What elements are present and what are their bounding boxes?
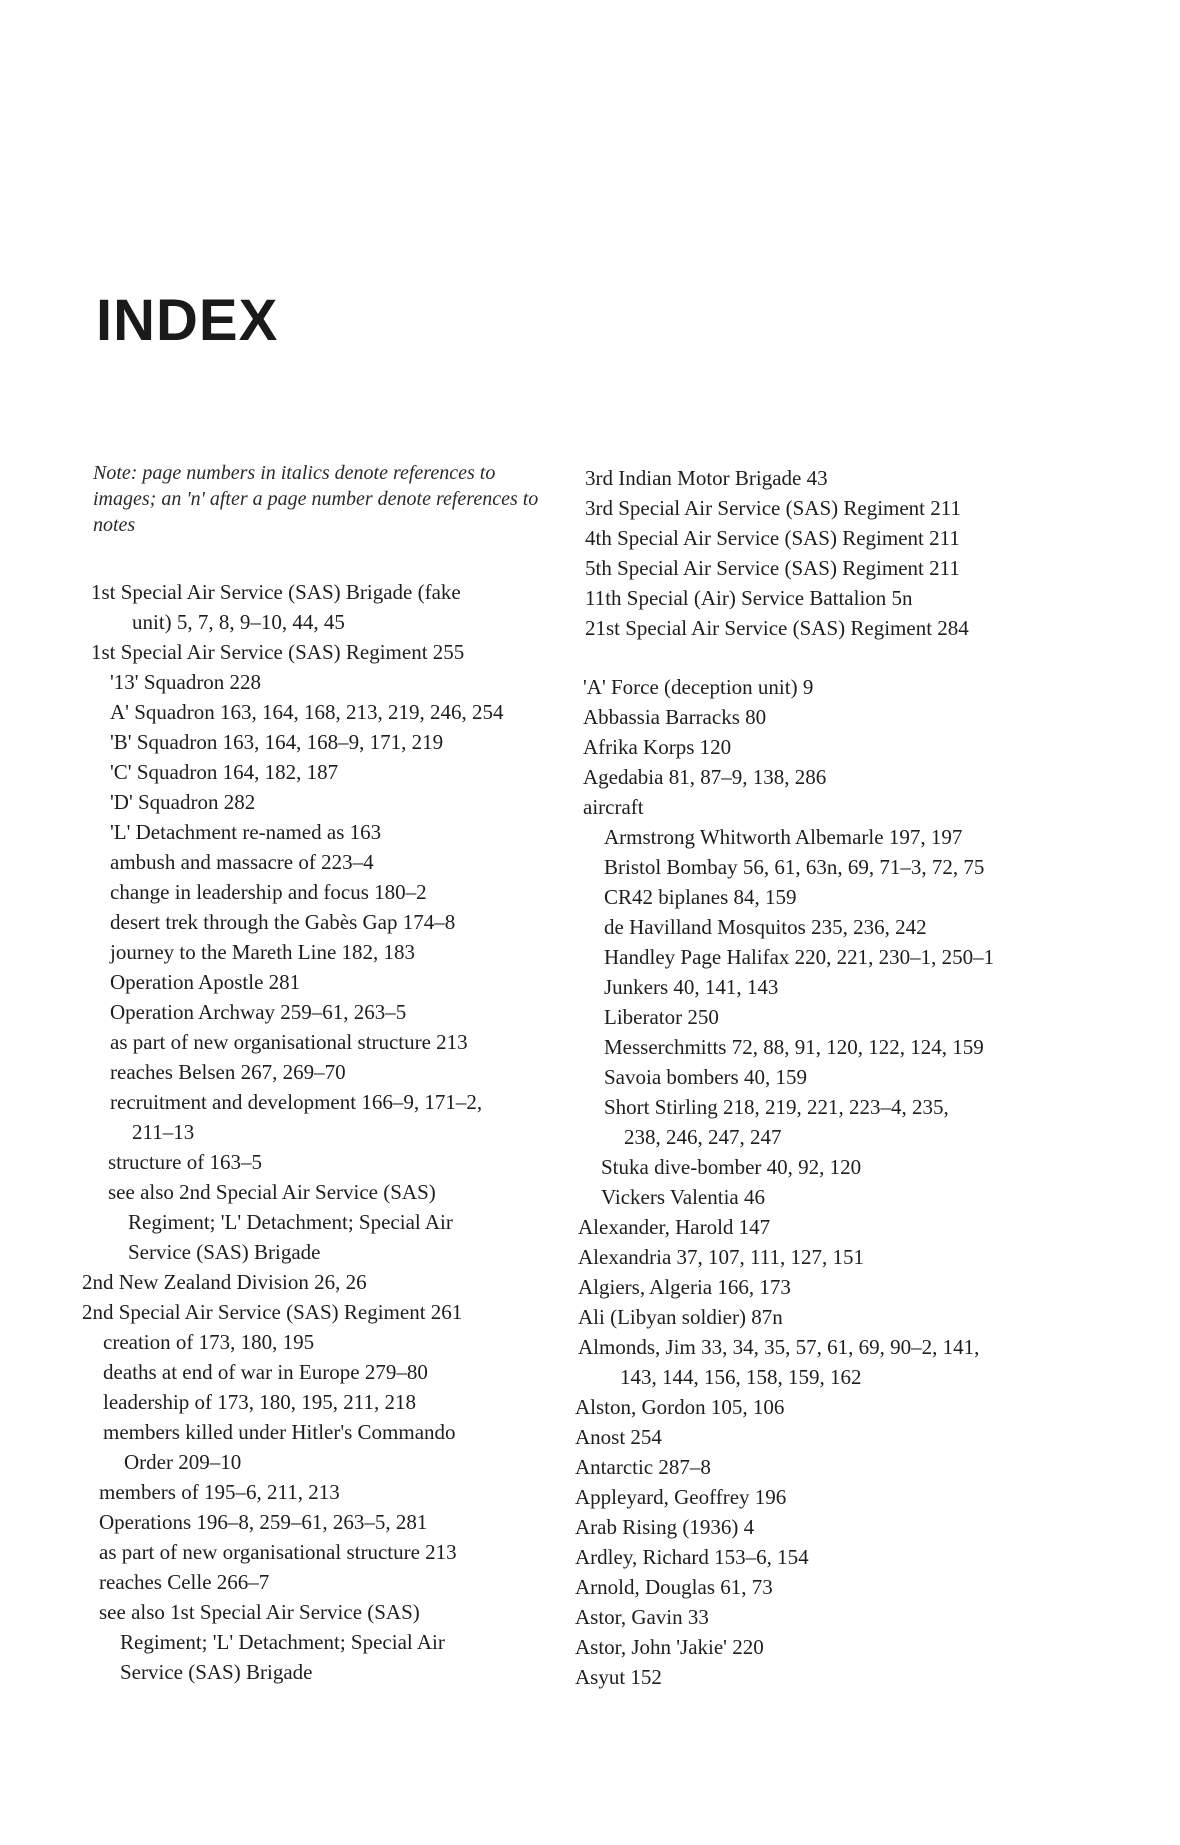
index-entry: Almonds, Jim 33, 34, 35, 57, 61, 69, 90–2, 141, [578,1335,980,1359]
index-entry: Algiers, Algeria 166, 173 [578,1275,791,1299]
index-entry: Appleyard, Geoffrey 196 [575,1485,787,1509]
index-entry: reaches Belsen 267, 269–70 [110,1060,346,1084]
index-entry: recruitment and development 166–9, 171–2, [110,1090,483,1114]
index-entry: 5th Special Air Service (SAS) Regiment 211 [585,556,960,580]
index-entry: Messerchmitts 72, 88, 91, 120, 122, 124, 159 [604,1035,984,1059]
index-entry: Alexander, Harold 147 [578,1215,771,1239]
index-entry: Operation Apostle 281 [110,970,301,994]
index-entry: A' Squadron 163, 164, 168, 213, 219, 246, 254 [110,700,504,724]
index-entry: Service (SAS) Brigade [128,1240,321,1264]
index-entry: Arnold, Douglas 61, 73 [575,1575,773,1599]
index-entry: deaths at end of war in Europe 279–80 [103,1360,428,1384]
index-entry: 'L' Detachment re-named as 163 [110,820,382,844]
index-entry: Astor, John 'Jakie' 220 [575,1635,764,1659]
index-entry: 'D' Squadron 282 [110,790,256,814]
index-entry: Savoia bombers 40, 159 [604,1065,807,1089]
index-entry: Armstrong Whitworth Albemarle 197, 197 [604,825,963,849]
index-entry: Abbassia Barracks 80 [583,705,767,729]
index-entry: desert trek through the Gabès Gap 174–8 [110,910,456,934]
index-entry: Afrika Korps 120 [583,735,732,759]
index-entry: 238, 246, 247, 247 [624,1125,782,1149]
index-entry: Short Stirling 218, 219, 221, 223–4, 235, [604,1095,949,1119]
index-entry: 1st Special Air Service (SAS) Brigade (fake [91,580,461,604]
index-entry: Liberator 250 [604,1005,719,1029]
index-entry: 'A' Force (deception unit) 9 [583,675,814,699]
index-entry: see also 1st Special Air Service (SAS) [99,1600,420,1624]
index-entry: 3rd Indian Motor Brigade 43 [585,466,828,490]
index-entry: members of 195–6, 211, 213 [99,1480,340,1504]
index-entry: creation of 173, 180, 195 [103,1330,315,1354]
index-entry: Antarctic 287–8 [575,1455,711,1479]
index-entry: Arab Rising (1936) 4 [575,1515,755,1539]
index-entry: Service (SAS) Brigade [120,1660,313,1684]
index-entry: unit) 5, 7, 8, 9–10, 44, 45 [132,610,345,634]
index-entry: as part of new organisational structure 213 [110,1030,468,1054]
index-entry: Vickers Valentia 46 [601,1185,765,1209]
index-entry: Alston, Gordon 105, 106 [575,1395,785,1419]
index-entry: Operations 196–8, 259–61, 263–5, 281 [99,1510,428,1534]
index-entry: Stuka dive-bomber 40, 92, 120 [601,1155,862,1179]
index-entry: Ali (Libyan soldier) 87n [578,1305,783,1329]
index-entry: 11th Special (Air) Service Battalion 5n [585,586,913,610]
index-entry: reaches Celle 266–7 [99,1570,270,1594]
index-entry: 2nd Special Air Service (SAS) Regiment 261 [82,1300,463,1324]
index-entry: ambush and massacre of 223–4 [110,850,374,874]
index-entry: journey to the Mareth Line 182, 183 [110,940,416,964]
index-entry: 3rd Special Air Service (SAS) Regiment 211 [585,496,961,520]
index-entry: change in leadership and focus 180–2 [110,880,427,904]
index-note: Note: page numbers in italics denote references to images; an 'n' after a page number denote references to notes [93,462,539,536]
index-entry: see also 2nd Special Air Service (SAS) [108,1180,436,1204]
index-entry: Operation Archway 259–61, 263–5 [110,1000,407,1024]
index-entry: de Havilland Mosquitos 235, 236, 242 [604,915,927,939]
index-entry: CR42 biplanes 84, 159 [604,885,797,909]
index-entry: Junkers 40, 141, 143 [604,975,779,999]
index-entry: 1st Special Air Service (SAS) Regiment 255 [91,640,465,664]
index-entry: 'B' Squadron 163, 164, 168–9, 171, 219 [110,730,444,754]
index-entry: '13' Squadron 228 [110,670,262,694]
index-entry: structure of 163–5 [108,1150,262,1174]
index-entry: members killed under Hitler's Commando [103,1420,456,1444]
index-entry: leadership of 173, 180, 195, 211, 218 [103,1390,417,1414]
index-entry: Regiment; 'L' Detachment; Special Air [128,1210,453,1234]
index-entry: 'C' Squadron 164, 182, 187 [110,760,339,784]
index-entry: Ardley, Richard 153–6, 154 [575,1545,809,1569]
index-entry: Handley Page Halifax 220, 221, 230–1, 250–1 [604,945,995,969]
index-entry: Astor, Gavin 33 [575,1605,709,1629]
index-entry: Regiment; 'L' Detachment; Special Air [120,1630,445,1654]
index-entry: as part of new organisational structure 213 [99,1540,457,1564]
index-entry: Bristol Bombay 56, 61, 63n, 69, 71–3, 72, 75 [604,855,985,879]
index-entry: 21st Special Air Service (SAS) Regiment 284 [585,616,969,640]
index-entry: Anost 254 [575,1425,662,1449]
index-entry: Asyut 152 [575,1665,662,1689]
index-entry: Agedabia 81, 87–9, 138, 286 [583,765,827,789]
index-entry: aircraft [583,795,644,819]
index-entry: 2nd New Zealand Division 26, 26 [82,1270,367,1294]
index-entry: 4th Special Air Service (SAS) Regiment 211 [585,526,960,550]
index-entry: Alexandria 37, 107, 111, 127, 151 [578,1245,864,1269]
index-entry: Order 209–10 [124,1450,242,1474]
index-entry: 143, 144, 156, 158, 159, 162 [620,1365,862,1389]
page-title: INDEX [96,288,279,353]
index-entry: 211–13 [132,1120,195,1144]
